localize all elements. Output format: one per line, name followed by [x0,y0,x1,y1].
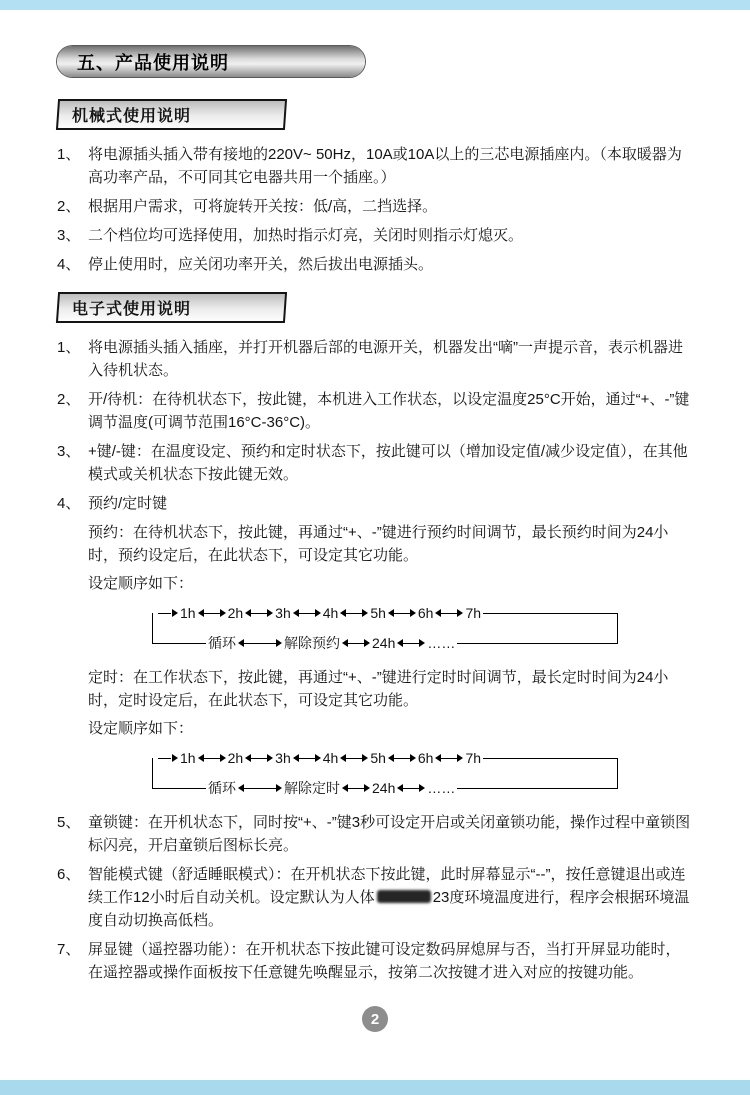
connector-line [457,788,592,789]
reserve-timer-detail [88,521,693,801]
diagram-bottom-row [150,630,620,656]
diagram-top-row [150,600,620,626]
reserve-paragraph: 预约：在待机状态下，按此键，再通过“+、-”键进行预约时间调节，最长预约时间为24小时，预约设定后，在此状态下，可设定其它功能。 [88,524,669,564]
item-number: 4、 [57,495,81,512]
item-text: 开/待机：在待机状态下，按此键，本机进入工作状态，以设定温度25°C开始，通过“+、-”键调节温度(可调节范围16°C-36°C)。 [88,391,690,431]
diagram-label: 6h [417,749,434,766]
diagram-label: 5h [370,604,386,621]
electronic-item-3 [57,440,693,486]
double-arrow-icon [340,753,368,763]
double-arrow-icon [397,783,425,793]
double-arrow-icon [245,753,273,763]
item-number: 3、 [57,443,81,460]
double-arrow-icon [293,753,321,763]
mechanical-section-title: 机械式使用说明 [72,108,192,125]
item-text: 童锁键：在开机状态下，同时按“+、-”键3秒可设定开启或关闭童锁功能，操作过程中童锁图标闪亮，开启童锁后图标长亮。 [88,814,691,854]
diagram-label: 1h [180,604,196,621]
item-text: 将电源插头插入插座，并打开机器后部的电源开关，机器发出“嘀”一声提示音，表示机器进入待机状态。 [88,339,683,379]
diagram-label: 3h [275,604,291,621]
loop-line-right [589,613,618,644]
diagram-label: 7h [465,604,482,621]
item-text [88,863,693,932]
electronic-item-5 [57,811,693,857]
mechanical-item-2 [57,195,693,218]
diagram-label: 2h [227,749,244,766]
electronic-section-header [56,292,287,323]
item-number: 4、 [57,256,81,273]
item-number: 2、 [57,198,81,215]
diagram-label: 解除定时 [284,779,340,796]
item-text-part-a: 智能模式键（舒适睡眠模式）：在开机状态下按此键，此时屏幕显示“--”，按任意键退出或连续工作12小时后自动关机。设定默认为人体 [88,866,686,906]
item-number: 2、 [57,391,81,408]
diagram-label: 7h [465,749,482,766]
connector-line [180,643,206,644]
diagram-label: …… [427,634,456,651]
electronic-item-6 [57,863,693,932]
diagram-label: …… [427,779,456,796]
sequence-label: 设定顺序如下： [88,720,194,737]
timer-paragraph: 定时：在工作状态下，按此键，再通过“+、-”键进行定时时间调节，最长定时时间为24小时，定时设定后，在此状态下，可设定其它功能。 [88,669,669,709]
sequence-label: 设定顺序如下： [88,575,194,592]
double-arrow-icon [388,753,416,763]
diagram-label: 24h [372,779,396,796]
item-text-part-b: 23度环境温度进行，程序会根据环境温度自动切换高低档。 [88,889,690,929]
double-arrow-icon [293,608,321,618]
double-arrow-icon [397,638,425,648]
section-title: 五、产品使用说明 [77,52,229,73]
item-number: 6、 [57,866,81,883]
item-number: 5、 [57,814,81,831]
double-arrow-icon [198,608,226,618]
arrow-right-icon [158,608,178,618]
diagram-label: 5h [370,749,386,766]
item-number: 7、 [57,941,81,958]
item-number: 1、 [57,339,81,356]
double-arrow-icon [340,608,368,618]
item-text: +键/-键：在温度设定、预约和定时状态下，按此键可以（增加设定值/减少设定值），在其他模式或关机状态下按此键无效。 [88,443,688,483]
connector-line [457,643,592,644]
electronic-item-4 [57,492,693,515]
top-blue-bar [0,0,750,10]
mechanical-section-header [56,99,287,130]
page-number: 2 [370,1010,380,1028]
item-text: 预约/定时键 [88,495,168,512]
mechanical-item-1 [57,143,693,189]
diagram-label: 1h [180,749,196,766]
section-title-banner [57,46,365,77]
timer-sequence-diagram [150,745,620,801]
diagram-label: 4h [322,749,339,766]
diagram-label: 循环 [208,634,236,651]
mechanical-item-3 [57,224,693,247]
electronic-section-title: 电子式使用说明 [72,301,192,318]
diagram-label: 2h [227,604,244,621]
item-text: 停止使用时，应关闭功率开关，然后拔出电源插头。 [88,256,434,273]
page-number-badge [362,1006,388,1032]
electronic-item-1 [57,336,693,382]
electronic-item-7 [57,938,693,984]
double-arrow-icon [388,608,416,618]
double-arrow-icon [238,638,282,648]
loop-line-right [589,758,618,789]
diagram-label: 24h [372,634,396,651]
diagram-label: 循环 [208,779,236,796]
double-arrow-icon [342,783,370,793]
connector-line [180,788,206,789]
diagram-label: 解除预约 [284,634,340,651]
item-number: 1、 [57,146,81,163]
item-text: 将电源插头插入带有接地的220V~ 50Hz，10A或10A以上的三芯电源插座内。（本取暖器为高功率产品，不可同其它电器共用一个插座。） [88,146,682,186]
diagram-label: 3h [275,749,291,766]
ink-smudge [377,890,431,903]
double-arrow-icon [198,753,226,763]
diagram-label: 4h [322,604,339,621]
item-text: 根据用户需求，可将旋转开关按：低/高，二挡选择。 [88,198,438,215]
double-arrow-icon [245,608,273,618]
diagram-top-row [150,745,620,771]
double-arrow-icon [435,608,463,618]
diagram-bottom-row [150,775,620,801]
item-text: 二个档位均可选择使用，加热时指示灯亮，关闭时则指示灯熄灭。 [88,227,524,244]
reserve-sequence-diagram [150,600,620,656]
double-arrow-icon [342,638,370,648]
double-arrow-icon [238,783,282,793]
bottom-blue-bar [0,1080,750,1095]
arrow-right-icon [158,753,178,763]
diagram-label: 6h [417,604,434,621]
item-text: 屏显键（遥控器功能）：在开机状态下按此键可设定数码屏熄屏与否，当打开屏显功能时，在遥控器或操作面板按下任意键先唤醒显示，按第二次按键才进入对应的按键功能。 [88,941,681,981]
mechanical-item-4 [57,253,693,276]
double-arrow-icon [435,753,463,763]
electronic-item-2 [57,388,693,434]
item-number: 3、 [57,227,81,244]
